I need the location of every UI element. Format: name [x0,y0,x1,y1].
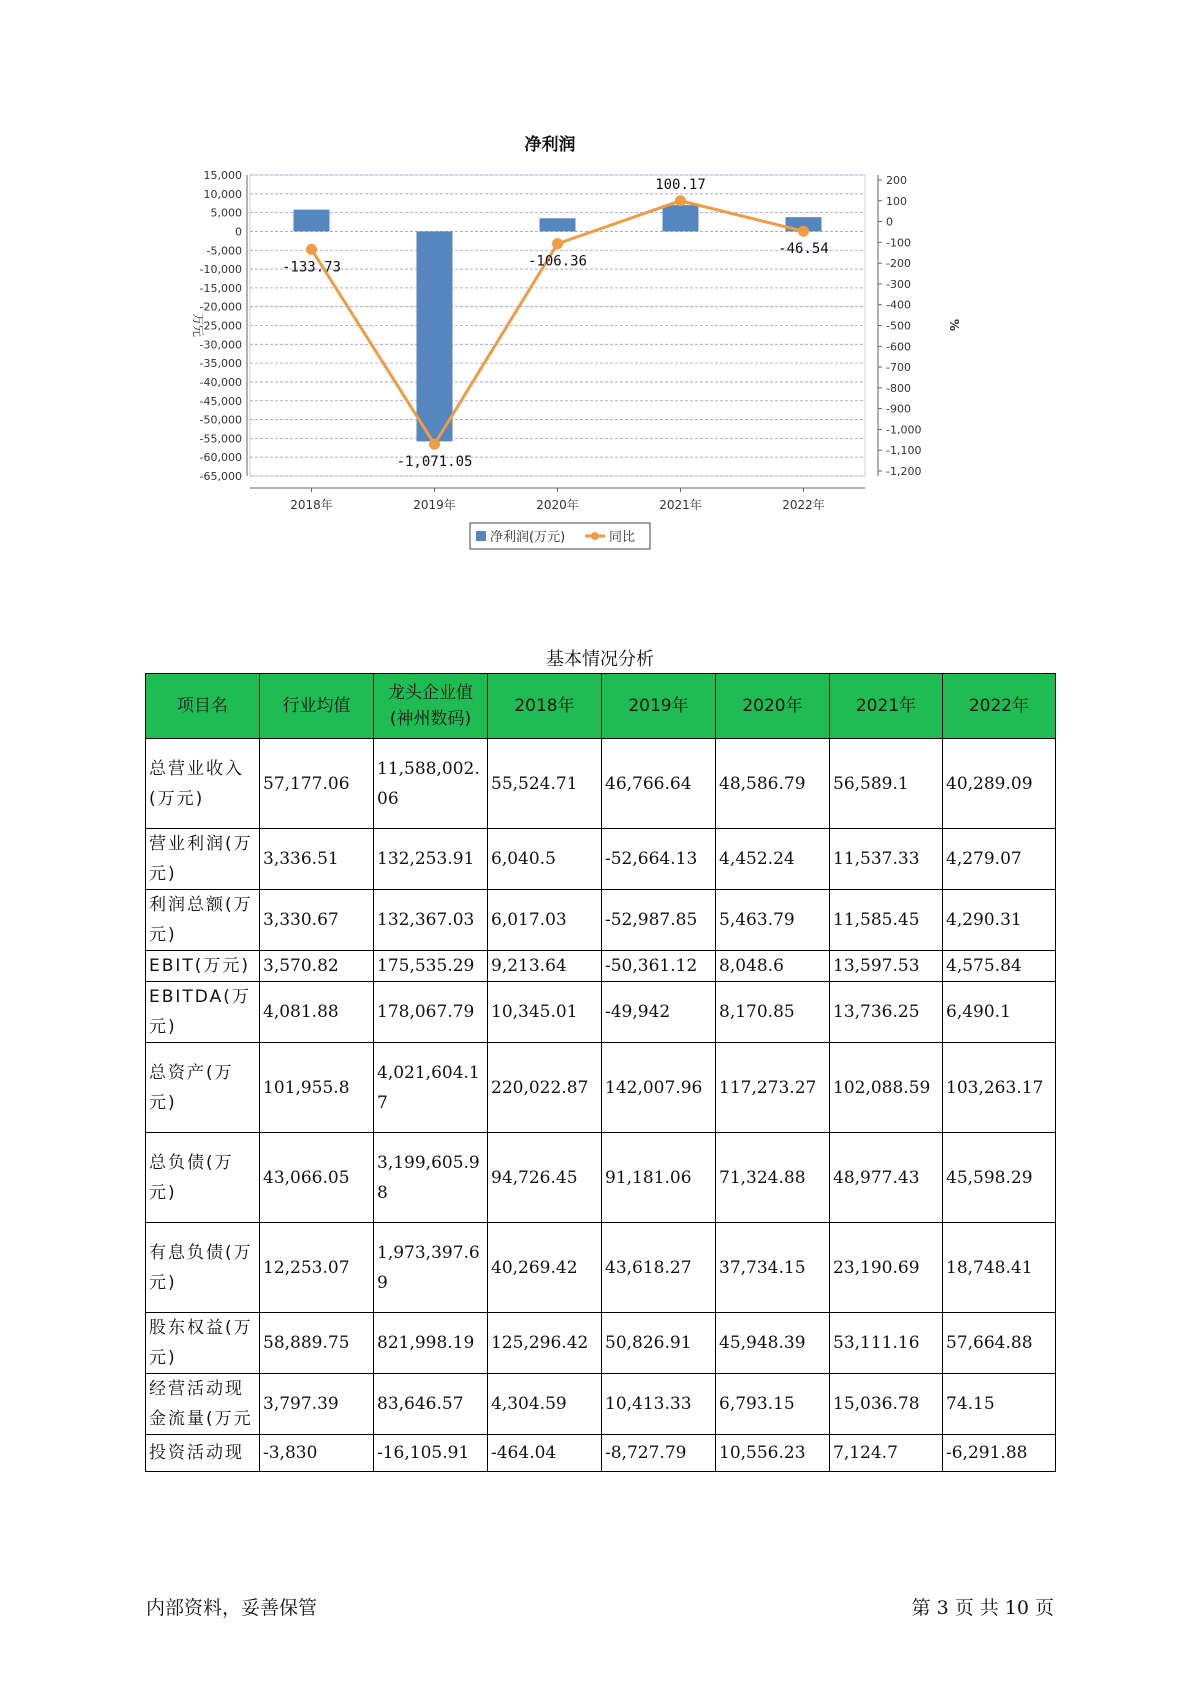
header-cell: 2019年 [602,674,716,739]
table-cell: 18,748.41 [943,1223,1056,1313]
row-label: EBIT(万元) [146,951,260,982]
net-profit-chart [180,130,1040,600]
yoy-point [675,195,686,206]
header-cell: 龙头企业值(神州数码) [374,674,488,739]
table-cell: 6,017.03 [488,890,602,951]
y2-tick-label: 200 [886,174,907,187]
table-cell: 1,973,397.69 [374,1223,488,1313]
table-header-row [146,674,1056,739]
bar [663,205,699,231]
table-cell: 56,589.1 [830,739,943,829]
table-cell: -16,105.91 [374,1435,488,1472]
basic-analysis-table [145,673,1056,1472]
y-tick-label: 0 [235,225,242,239]
table-cell: 46,766.64 [602,739,716,829]
y-tick-label: -15,000 [199,281,242,295]
table-cell: 6,040.5 [488,829,602,890]
table-title: 基本情况分析 [546,649,654,670]
bar [294,210,330,232]
legend-line-marker [591,532,599,540]
table-cell: 43,618.27 [602,1223,716,1313]
y-tick-label: -5,000 [206,244,242,258]
y-tick-label: -35,000 [199,357,242,371]
chart-svg [180,130,1040,600]
y-tick-label: 15,000 [203,169,242,182]
y2-axis-label: % [947,318,961,332]
yoy-data-label: -133.73 [281,259,342,276]
table-cell: 4,021,604.17 [374,1043,488,1133]
table-cell: 45,948.39 [716,1313,830,1374]
y-tick-label: -65,000 [199,470,242,483]
table-cell: 48,586.79 [716,739,830,829]
row-label: 总负债(万元) [146,1133,260,1223]
x-tick-label: 2021年 [659,498,702,512]
table-row [146,1133,1056,1223]
y2-tick-label: -100 [886,236,911,250]
y-tick-label: 10,000 [203,187,242,201]
legend-bar-swatch [476,531,486,541]
table-cell: 5,463.79 [716,890,830,951]
row-label: 营业利润(万元) [146,829,260,890]
table-cell: 9,213.64 [488,951,602,982]
y2-tick-label: -600 [886,340,911,354]
row-label: 利润总额(万元) [146,890,260,951]
y2-tick-label: -1,000 [886,423,922,437]
table-cell: 132,253.91 [374,829,488,890]
table-cell: 94,726.45 [488,1133,602,1223]
yoy-point [798,226,809,237]
table-cell: 37,734.15 [716,1223,830,1313]
row-label: 经营活动现金流量(万元 [146,1374,260,1435]
footer-page-number: 第 3 页 共 10 页 [911,1597,1054,1619]
table-row [146,951,1056,982]
table-cell: 40,289.09 [943,739,1056,829]
table-cell: 8,048.6 [716,951,830,982]
header-cell: 2018年 [488,674,602,739]
table-cell: -52,987.85 [602,890,716,951]
chart-title: 净利润 [524,135,576,155]
table-cell: 57,177.06 [260,739,374,829]
table-row [146,982,1056,1043]
y-tick-label: -30,000 [199,338,242,352]
table-cell: 74.15 [943,1374,1056,1435]
table-cell: 55,524.71 [488,739,602,829]
y2-tick-label: -1,200 [886,465,922,478]
table-cell: 11,588,002.06 [374,739,488,829]
table-row [146,890,1056,951]
table-cell: 3,330.67 [260,890,374,951]
table-cell: 4,290.31 [943,890,1056,951]
table-cell: 101,955.8 [260,1043,374,1133]
table-cell: 53,111.16 [830,1313,943,1374]
header-cell: 2020年 [716,674,830,739]
x-tick-label: 2018年 [290,498,333,512]
table-row [146,829,1056,890]
table-cell: -52,664.13 [602,829,716,890]
table-row [146,1223,1056,1313]
y2-tick-label: -400 [886,298,911,312]
x-tick-label: 2022年 [782,498,825,512]
y-tick-label: -55,000 [199,432,242,446]
yoy-point [306,244,317,255]
table-cell: -49,942 [602,982,716,1043]
table-cell: 10,413.33 [602,1374,716,1435]
y2-tick-label: -300 [886,277,911,291]
table-cell: 23,190.69 [830,1223,943,1313]
table-cell: 125,296.42 [488,1313,602,1374]
table-cell: 4,575.84 [943,951,1056,982]
row-label: 总营业收入(万元) [146,739,260,829]
table-cell: 8,170.85 [716,982,830,1043]
y-tick-label: -10,000 [199,263,242,277]
table-cell: 11,585.45 [830,890,943,951]
header-cell: 2022年 [943,674,1056,739]
table-cell: 50,826.91 [602,1313,716,1374]
x-tick-label: 2020年 [536,498,579,512]
y-tick-label: -50,000 [199,413,242,427]
row-label: 有息负债(万元) [146,1223,260,1313]
table-cell: 11,537.33 [830,829,943,890]
table-cell: 132,367.03 [374,890,488,951]
y2-tick-label: -1,100 [886,444,922,458]
table-cell: 40,269.42 [488,1223,602,1313]
x-tick-label: 2019年 [413,498,456,512]
table-cell: 4,279.07 [943,829,1056,890]
table-cell: 4,304.59 [488,1374,602,1435]
y-tick-label: -45,000 [199,394,242,408]
table-cell: -464.04 [488,1435,602,1472]
y2-tick-label: -200 [886,257,911,271]
table-cell: -8,727.79 [602,1435,716,1472]
table-cell: 71,324.88 [716,1133,830,1223]
y-tick-label: -40,000 [199,375,242,389]
table-row [146,739,1056,829]
table-cell: 10,556.23 [716,1435,830,1472]
table-cell: 6,793.15 [716,1374,830,1435]
table-cell: -3,830 [260,1435,374,1472]
y2-tick-label: 0 [886,215,893,229]
y-tick-label: -25,000 [199,319,242,333]
row-label: 总资产(万元) [146,1043,260,1133]
table-cell: 178,067.79 [374,982,488,1043]
y-axis-label: 万元 [191,312,205,338]
table-row [146,1435,1056,1472]
table-cell: 45,598.29 [943,1133,1056,1223]
y-tick-label: -20,000 [199,300,242,314]
table-cell: 83,646.57 [374,1374,488,1435]
yoy-data-label: 100.17 [655,176,706,193]
y2-tick-label: 100 [886,194,907,208]
table-cell: 102,088.59 [830,1043,943,1133]
table-cell: 3,570.82 [260,951,374,982]
table-cell: 6,490.1 [943,982,1056,1043]
row-label: 投资活动现 [146,1435,260,1472]
header-cell: 项目名 [146,674,260,739]
table-cell: 3,336.51 [260,829,374,890]
table-row [146,1313,1056,1374]
y-tick-label: 5,000 [210,206,242,220]
row-label: EBITDA(万元) [146,982,260,1043]
header-cell: 行业均值 [260,674,374,739]
table-row [146,1043,1056,1133]
table-cell: 91,181.06 [602,1133,716,1223]
y-tick-label: -60,000 [199,451,242,465]
table-cell: 58,889.75 [260,1313,374,1374]
bar [417,231,453,441]
y2-tick-label: -900 [886,402,911,416]
table-cell: 220,022.87 [488,1043,602,1133]
table-cell: 10,345.01 [488,982,602,1043]
table-cell: 7,124.7 [830,1435,943,1472]
y2-tick-label: -500 [886,319,911,333]
table-cell: 48,977.43 [830,1133,943,1223]
y2-tick-label: -800 [886,381,911,395]
table-cell: -50,361.12 [602,951,716,982]
bar [540,218,576,231]
table-cell: 821,998.19 [374,1313,488,1374]
table-cell: -6,291.88 [943,1435,1056,1472]
table-cell: 13,597.53 [830,951,943,982]
yoy-point [429,439,440,450]
footer-confidential-note: 内部资料，妥善保管 [146,1597,318,1619]
yoy-point [552,238,563,249]
legend-line-label: 同比 [609,530,636,545]
table-row [146,1374,1056,1435]
yoy-data-label: -1,071.05 [396,454,473,471]
table-cell: 43,066.05 [260,1133,374,1223]
table-cell: 4,452.24 [716,829,830,890]
table-cell: 175,535.29 [374,951,488,982]
table-cell: 12,253.07 [260,1223,374,1313]
table-cell: 57,664.88 [943,1313,1056,1374]
legend-bar-label: 净利润(万元) [490,530,566,545]
table-cell: 103,263.17 [943,1043,1056,1133]
table-cell: 4,081.88 [260,982,374,1043]
row-label: 股东权益(万元) [146,1313,260,1374]
table-cell: 3,199,605.98 [374,1133,488,1223]
y2-tick-label: -700 [886,361,911,375]
table-cell: 15,036.78 [830,1374,943,1435]
header-cell: 2021年 [830,674,943,739]
table-cell: 117,273.27 [716,1043,830,1133]
table-cell: 3,797.39 [260,1374,374,1435]
table-cell: 13,736.25 [830,982,943,1043]
table-cell: 142,007.96 [602,1043,716,1133]
yoy-data-label: -46.54 [778,241,829,258]
yoy-data-label: -106.36 [527,253,588,270]
